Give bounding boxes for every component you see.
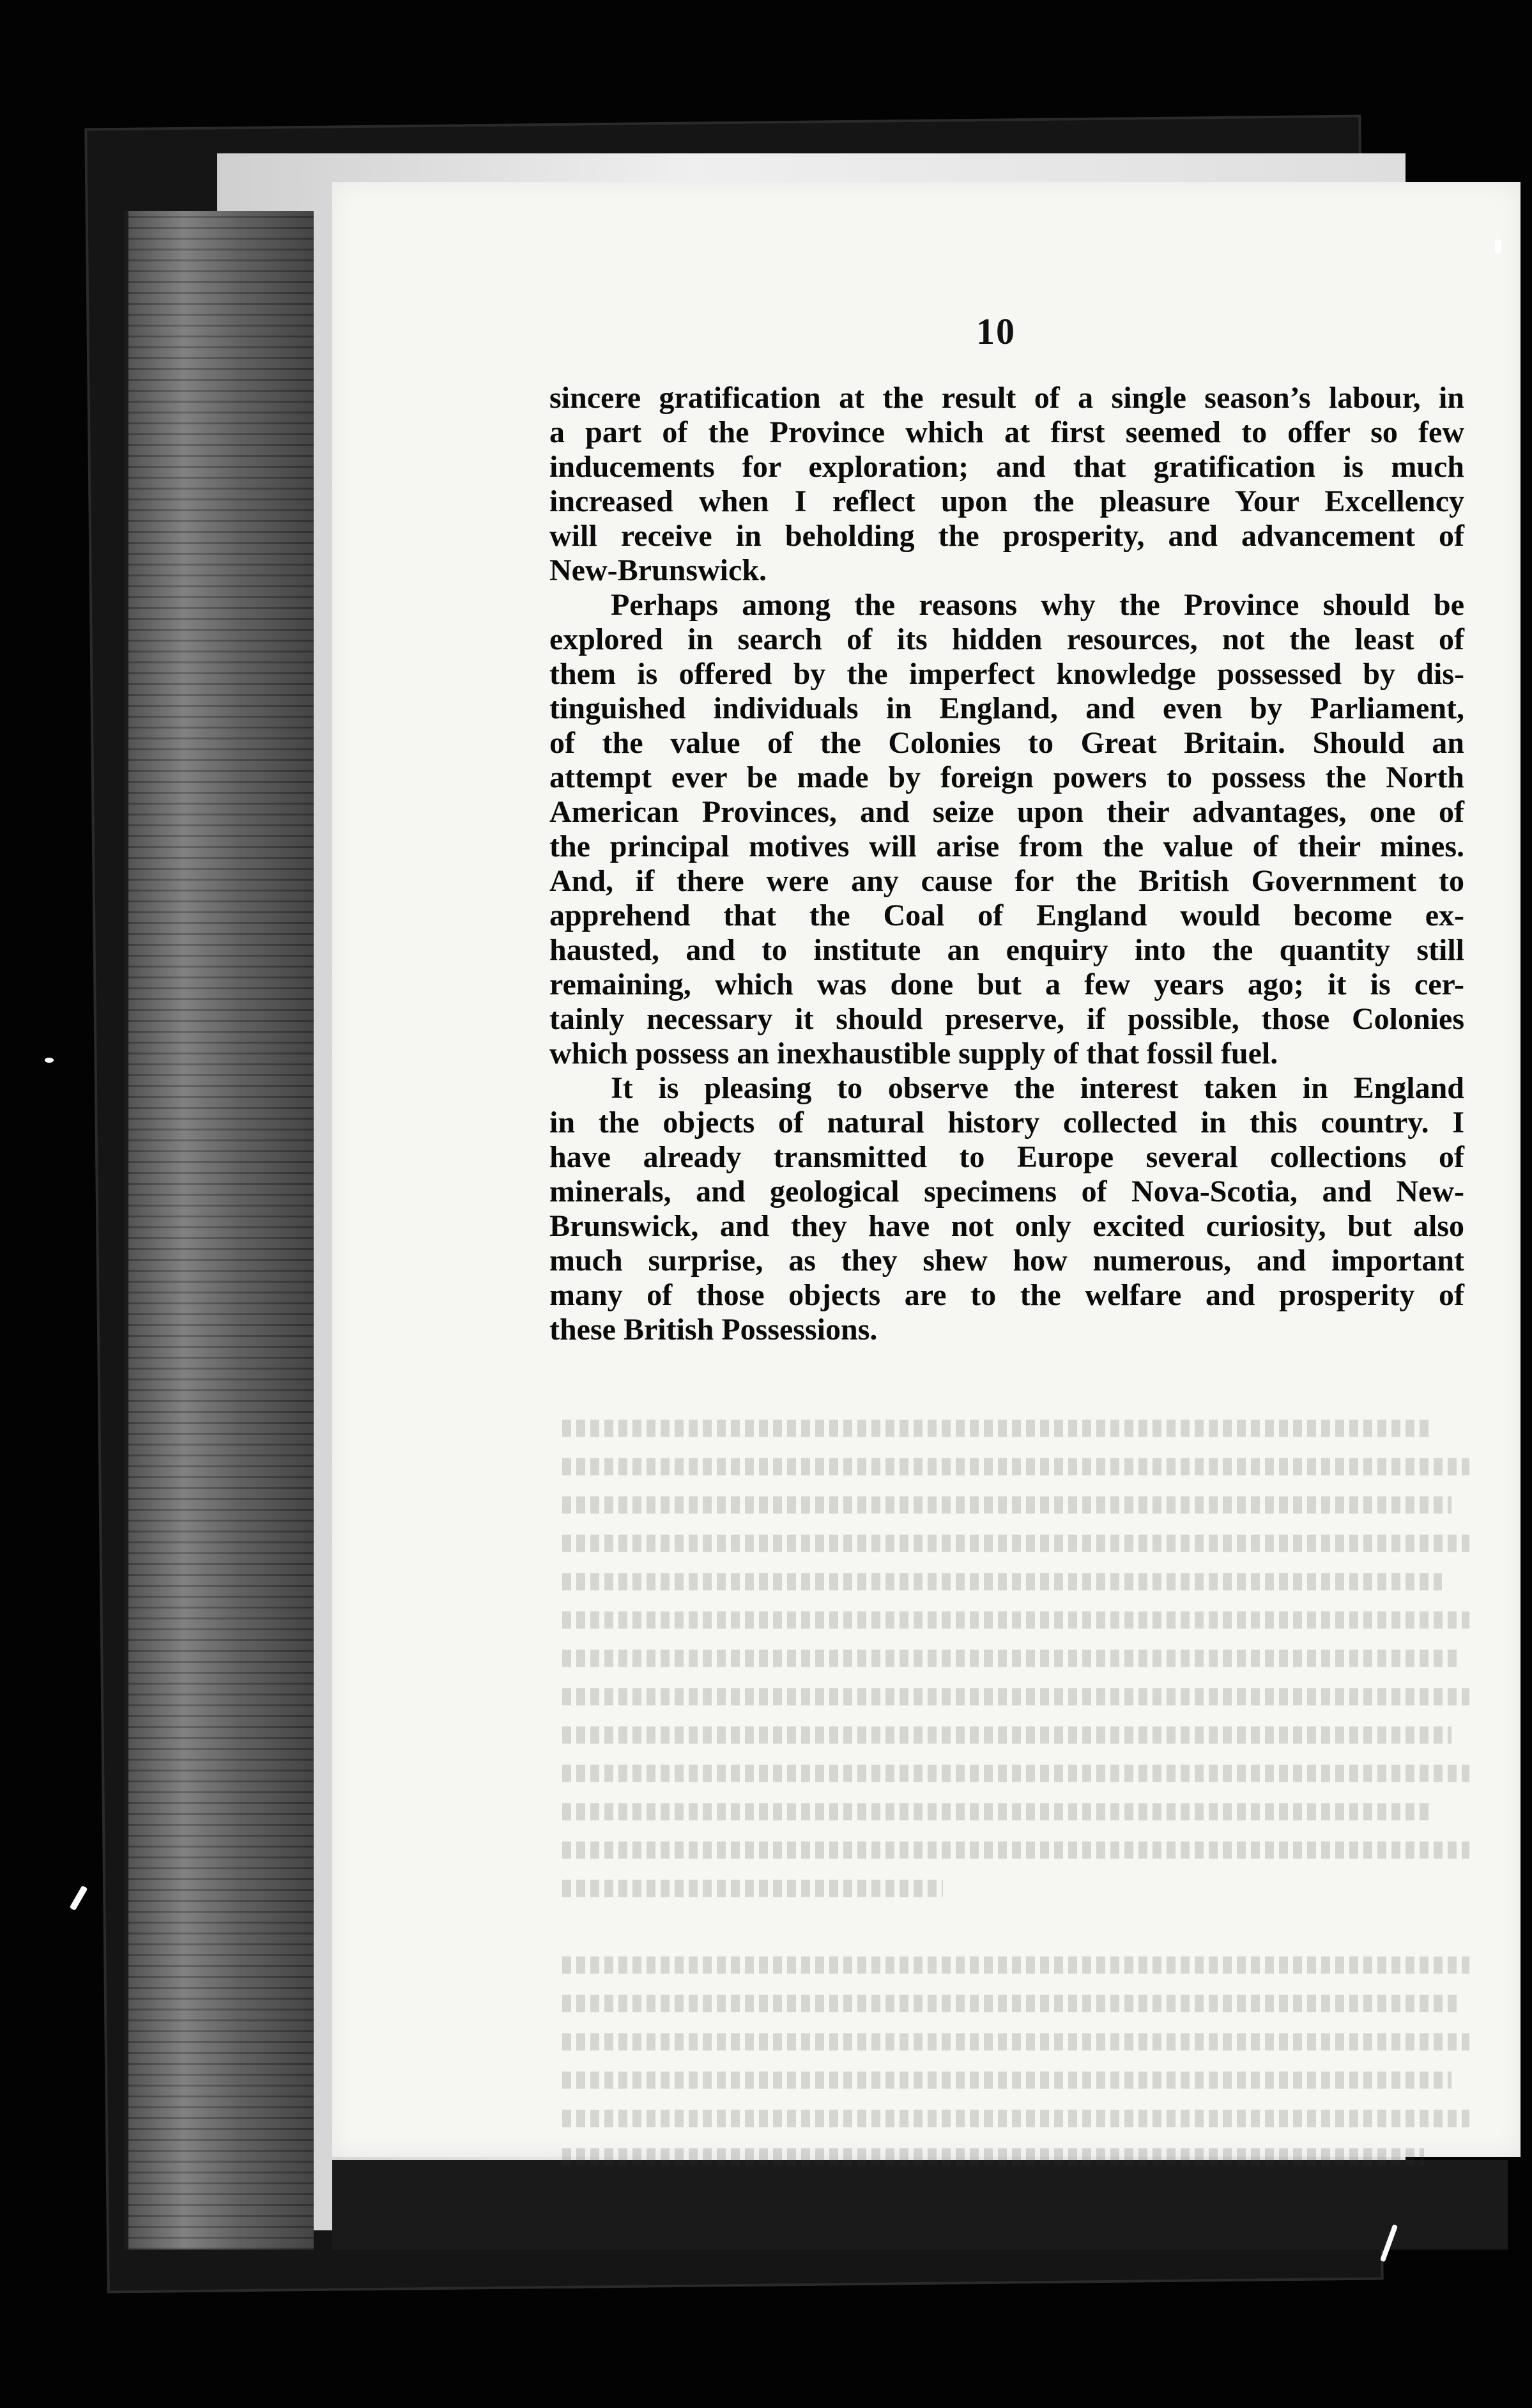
dust-speck [45,1058,54,1063]
text-line: have already transmitted to Europe several collections of [549,1140,1464,1174]
book-spine-edge [125,211,314,2250]
text-line: in the objects of natural history collected in this country. I [549,1106,1464,1139]
dust-speck [1495,240,1501,254]
text-line: of the value of the Colonies to Great Britain. Should an [549,726,1464,760]
text-line: much surprise, as they shew how numerous, and important [549,1244,1464,1277]
text-line: increased when I reflect upon the pleasure Your Excellency [549,484,1464,518]
text-line: sincere gratification at the result of a single season’s labour, in [549,381,1464,415]
text-line: It is pleasing to observe the interest taken in England [611,1071,1464,1105]
text-line: them is offered by the imperfect knowledge possessed by dis- [549,657,1464,691]
text-line: Perhaps among the reasons why the Province should be [611,588,1464,622]
text-line: minerals, and geological specimens of Nova-Scotia, and New- [549,1175,1464,1208]
text-line: New-Brunswick. [549,553,767,587]
text-line: which possess an inexhaustible supply of that fossil fuel. [549,1037,1278,1070]
text-line: Brunswick, and they have not only excited curiosity, but also [549,1209,1464,1243]
text-line: will receive in beholding the prosperity, and advancement of [549,519,1464,553]
text-line: attempt ever be made by foreign powers to possess the North [549,760,1464,794]
text-line: tainly necessary it should preserve, if possible, those Colonies [549,1002,1464,1036]
page-body-text [549,381,1464,1347]
text-line: hausted, and to institute an enquiry into the quantity still [549,933,1464,967]
text-line: tinguished individuals in England, and even by Parliament, [549,691,1464,725]
text-line: inducements for exploration; and that gratification is much [549,450,1464,484]
text-line: these British Possessions. [549,1313,878,1347]
text-line: the principal motives will arise from the value of their mines. [549,830,1464,863]
bleed-through-text [562,1409,1469,2176]
text-line: many of those objects are to the welfare and prosperity of [549,1278,1464,1312]
text-line: American Provinces, and seize upon their advantages, one of [549,795,1464,829]
page-number: 10 [976,311,1016,352]
dust-speck [70,1885,88,1911]
text-line: explored in search of its hidden resources, not the least of [549,622,1464,656]
text-line: a part of the Province which at first seemed to offer so few [549,415,1464,449]
text-line: remaining, which was done but a few years ago; it is cer- [549,968,1464,1001]
text-line: apprehend that the Coal of England would become ex- [549,899,1464,932]
text-line: And, if there were any cause for the British Government to [549,864,1464,898]
